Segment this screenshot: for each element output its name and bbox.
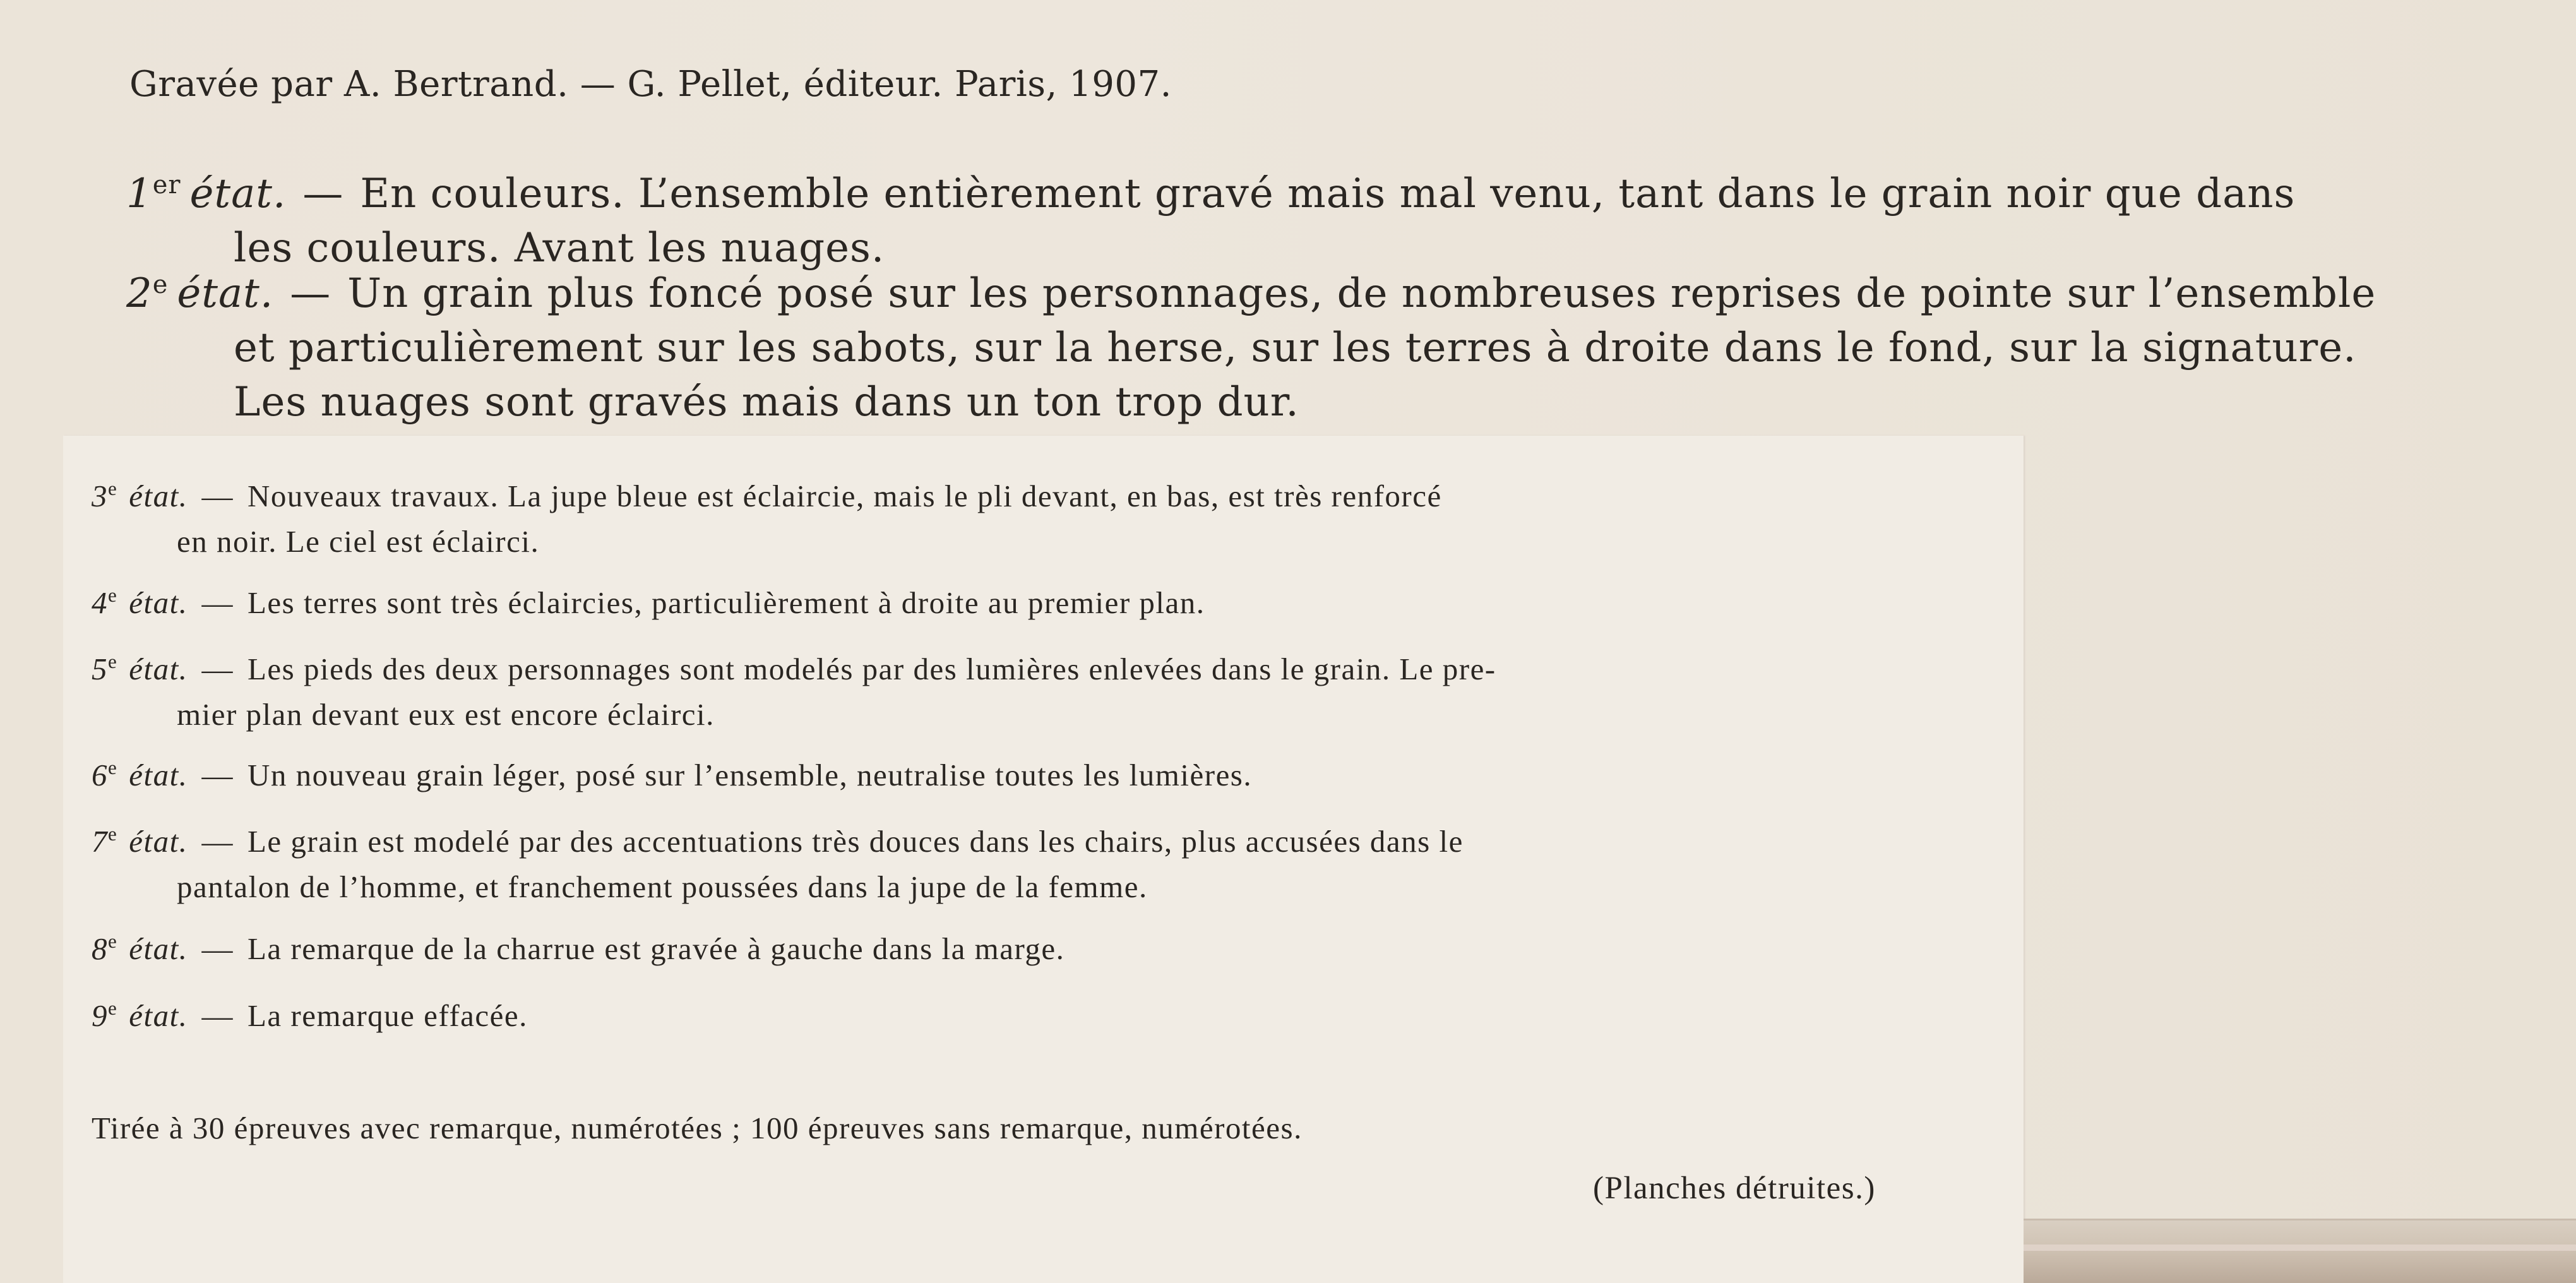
state-text-line: Les pieds des deux personnages sont modelés par des lumières enlevées dans le grain. Le pre- (247, 652, 1496, 686)
state-label: état. (129, 824, 188, 859)
state-number: 5 (92, 652, 108, 686)
state-text-line: Nouveaux travaux. La jupe bleue est éclaircie, mais le pli devant, en bas, est très renforcé (247, 479, 1442, 513)
state-number: 1 (126, 170, 153, 217)
state-text-line: et particulièrement sur les sabots, sur la herse, sur les terres à droite dans le fond, sur la signature. (234, 325, 2357, 371)
state-text-line: En couleurs. L’ensemble entièrement gravé mais mal venu, tant dans le grain noir que dans (360, 170, 2296, 217)
state-text-line: les couleurs. Avant les nuages. (234, 225, 885, 272)
state-ordinal-suffix: e (108, 584, 118, 606)
state-ordinal-suffix: er (152, 170, 181, 200)
state-ordinal-suffix: e (152, 270, 169, 299)
publication-header: Gravée par A. Bertrand. — G. Pellet, éditeur. Paris, 1907. (129, 64, 1172, 105)
state-entry-3 (92, 466, 1442, 564)
state-dash: — (302, 170, 344, 217)
state-dash: — (201, 585, 234, 620)
state-number: 8 (92, 931, 108, 966)
state-number: 3 (92, 479, 108, 513)
plates-destroyed-note: (Planches détruites.) (1593, 1171, 1876, 1206)
state-text-line: Les terres sont très éclaircies, particulièrement à droite au premier plan. (247, 585, 1205, 620)
state-ordinal-suffix: e (108, 997, 118, 1019)
edition-note: Tirée à 30 épreuves avec remarque, numérotées ; 100 épreuves sans remarque, numérotées. (92, 1111, 1303, 1145)
state-text-line: Le grain est modelé par des accentuations très douces dans les chairs, plus accusées dans le (247, 824, 1464, 859)
state-entry-4 (92, 573, 1205, 626)
state-text-line: pantalon de l’homme, et franchement poussées dans la jupe de la femme. (177, 869, 1148, 904)
state-ordinal-suffix: e (108, 650, 118, 672)
state-label: état. (129, 585, 188, 620)
state-number: 2 (126, 270, 153, 317)
state-label: état. (129, 931, 188, 966)
state-dash: — (201, 931, 234, 966)
state-ordinal-suffix: e (108, 823, 118, 845)
state-ordinal-suffix: e (108, 756, 118, 779)
state-text-line: La remarque effacée. (247, 998, 528, 1033)
state-entry-7 (92, 811, 1464, 910)
state-number: 7 (92, 824, 108, 859)
state-number: 9 (92, 998, 108, 1033)
state-dash: — (201, 758, 234, 792)
state-label: état. (129, 998, 188, 1033)
state-text-line: Un nouveau grain léger, posé sur l’ensemble, neutralise toutes les lumières. (247, 758, 1253, 792)
state-number: 6 (92, 758, 108, 792)
state-text-line: La remarque de la charrue est gravée à gauche dans la marge. (247, 931, 1065, 966)
state-entry-8 (92, 919, 1064, 972)
state-text-line: Un grain plus foncé posé sur les personnages, de nombreuses reprises de pointe sur l’ensemble (347, 270, 2376, 317)
state-entry-5 (92, 639, 1496, 737)
page-bottom-edge (2024, 1219, 2576, 1283)
state-entry-2 (126, 258, 2376, 429)
state-ordinal-suffix: e (108, 477, 118, 499)
state-dash: — (201, 479, 234, 513)
state-label: état. (129, 479, 188, 513)
state-label: état. (129, 758, 188, 792)
state-text-line: mier plan devant eux est encore éclairci. (177, 697, 715, 732)
state-number: 4 (92, 585, 108, 620)
state-entry-6 (92, 745, 1252, 798)
state-ordinal-suffix: e (108, 930, 118, 952)
state-dash: — (201, 824, 234, 859)
state-label: état. (177, 270, 274, 317)
state-text-line: Les nuages sont gravés mais dans un ton trop dur. (234, 379, 1299, 426)
state-dash: — (290, 270, 331, 317)
state-label: état. (189, 170, 287, 217)
state-dash: — (201, 998, 234, 1033)
page-edge-stripe (2024, 1244, 2576, 1251)
state-entry-9 (92, 986, 528, 1039)
state-dash: — (201, 652, 234, 686)
state-label: état. (129, 652, 188, 686)
state-text-line: en noir. Le ciel est éclairci. (177, 524, 540, 559)
